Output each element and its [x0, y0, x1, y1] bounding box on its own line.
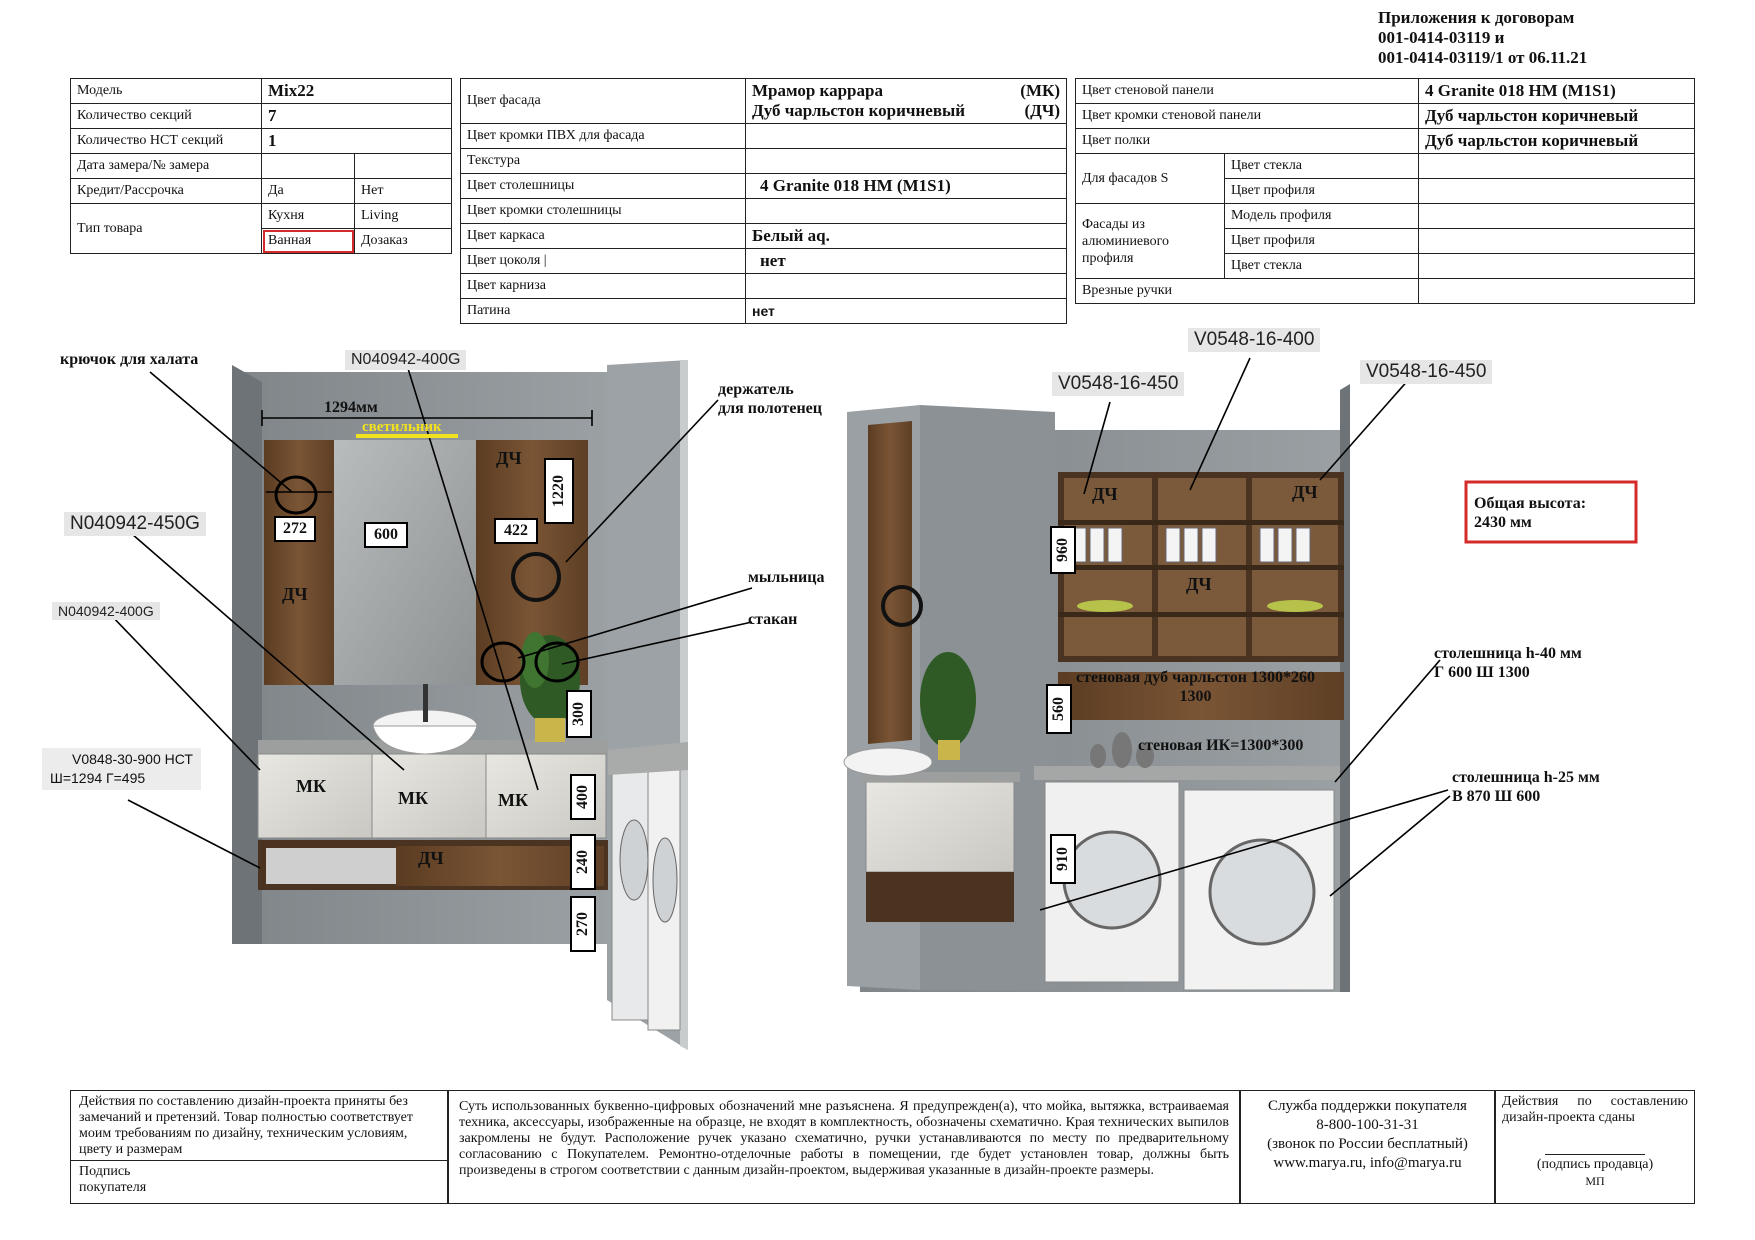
top-edge-label: Цвет кромки столешницы: [461, 199, 746, 224]
tag-n040942-400g-left: N040942-400G: [52, 602, 160, 620]
dim-1220: [544, 458, 574, 524]
type-kitchen[interactable]: Кухня: [262, 204, 355, 229]
tag-n040942-400g-top: N040942-400G: [345, 350, 466, 370]
seller-text: Действия по составлению дизайн-проекта сданы: [1502, 1094, 1688, 1125]
facade-value-2: Дуб чарльстон коричневый: [752, 101, 966, 120]
countertop-40-line2: Г 600 Ш 1300: [1434, 664, 1530, 681]
dim-960: [1050, 526, 1076, 574]
shelf-label: Цвет полки: [1076, 129, 1419, 154]
plinth-label: Цвет цоколя |: [461, 249, 746, 274]
dim-600: 600: [364, 522, 408, 548]
support-note: (звонок по России бесплатный): [1267, 1136, 1468, 1152]
alu-label: Фасады из алюминиевого профиля: [1076, 204, 1225, 279]
customer-signature-line1: Подпись: [79, 1164, 131, 1179]
tag-v0548-16-450-right: V0548-16-450: [1360, 360, 1492, 384]
frame-value: Белый aq.: [746, 224, 1067, 249]
facade-code-2: (ДЧ): [1024, 101, 1060, 120]
towel-holder-line2: для полотенец: [718, 400, 822, 417]
marble-drawer-2: [372, 754, 486, 838]
left-view: [232, 360, 688, 1050]
nst-label: Количество НСТ секций: [71, 129, 262, 154]
dim-960-text: 960: [1054, 538, 1071, 562]
shelf-line-2: [1058, 565, 1344, 570]
towel-holder-label: [718, 380, 822, 418]
towel-holder-line1: держатель: [718, 381, 794, 398]
fill-dch-2: ДЧ: [282, 584, 308, 604]
dim-422: 422: [494, 518, 538, 544]
fill-dch-5: ДЧ: [1186, 574, 1212, 594]
fill-dch-6: ДЧ: [1292, 482, 1318, 502]
dim-272: 272: [274, 516, 316, 542]
countertop-25-line2: В 870 Ш 600: [1452, 788, 1541, 805]
mirror: [334, 440, 476, 685]
sections-label: Количество секций: [71, 104, 262, 129]
dim-240: [570, 834, 596, 890]
tag-v0848-line1: V0848-30-900 НСТ: [72, 751, 193, 767]
support-title: Служба поддержки покупателя: [1268, 1098, 1467, 1114]
texture-label: Текстура: [461, 149, 746, 174]
dim-400-text: 400: [574, 785, 591, 809]
total-height-label: [1474, 494, 1586, 532]
dim-270-text: 270: [574, 912, 591, 936]
fill-mk-1: МК: [296, 776, 327, 796]
dim-560-text: 560: [1050, 697, 1067, 721]
tag-n040942-450g: N040942-450G: [64, 512, 206, 536]
countertop-25-label: [1452, 768, 1600, 806]
total-height-line2: 2430 мм: [1474, 514, 1532, 531]
dim-910-text: 910: [1054, 847, 1071, 871]
support-phone: 8-800-100-31-31: [1316, 1117, 1419, 1133]
credit-no[interactable]: Нет: [355, 179, 452, 204]
footer-seller: [1495, 1090, 1695, 1204]
model-value: Mix22: [262, 79, 452, 104]
sink-cabinet: [866, 782, 1014, 872]
width-1294-label: 1294мм: [324, 399, 378, 416]
shelf-value: Дуб чарльстон коричневый: [1419, 129, 1695, 154]
fill-dch-4: ДЧ: [1092, 484, 1118, 504]
oak-wall-panel-line1: стеновая дуб чарльстон 1300*260: [1076, 669, 1315, 686]
customer-signature: [71, 1161, 447, 1199]
support-contacts[interactable]: www.marya.ru, info@marya.ru: [1273, 1155, 1462, 1171]
fill-dch-1: ДЧ: [496, 448, 522, 468]
footer-terms: Суть использованных буквенно-цифровых обозначений мне разъяснена. Я предупрежден(а), что мойка, вытяжка, встраиваемая техника, аксессуары, изображенные на образце, не входят в комплектность, обозначены схематично. Края технических выпилов закромлены не будут. Расположение ручек указано схематично, ручки устанавливаются по месту по предварительному согласованию с Покупателем. Ремонтно-отделочные работы в помещении, где будет установлен товар, должны быть произведены в строгом соответствии с данным дизайн-проектом, выдерживая указанные в дизайн-проекте размеры.: [448, 1090, 1240, 1204]
dim-240-text: 240: [574, 850, 591, 874]
type-bath[interactable]: Ванная: [262, 229, 355, 254]
total-height-line1: Общая высота:: [1474, 495, 1587, 512]
type-order[interactable]: Дозаказ: [355, 229, 452, 254]
facade-label: Цвет фасада: [461, 79, 746, 124]
s-facade-label: Для фасадов S: [1076, 154, 1225, 204]
countertop-40-label: [1434, 644, 1582, 682]
right-oak-tall: [868, 421, 912, 744]
type-label: Тип товара: [71, 204, 262, 254]
lamp-label: светильник: [362, 419, 442, 435]
seller-signature: (подпись продавца): [1536, 1157, 1654, 1172]
right-sink: [844, 748, 932, 776]
panel-edge-value: Дуб чарльстон коричневый: [1419, 104, 1695, 129]
dim-1220-text: 1220: [550, 475, 567, 507]
patina-value: нет: [746, 299, 1067, 324]
cornice-label: Цвет карниза: [461, 274, 746, 299]
shelf-line-3: [1058, 612, 1344, 617]
top-label: Цвет столешницы: [461, 174, 746, 199]
patina-label: Патина: [461, 299, 746, 324]
model-label: Модель: [71, 79, 262, 104]
dim-910: [1050, 834, 1076, 884]
faucet: [423, 684, 428, 722]
sections-value: 7: [262, 104, 452, 129]
plinth-value: нет: [746, 249, 1067, 274]
footer-acceptance-text: Действия по составлению дизайн-проекта приняты без замечаний и претензий. Товар полностью соответствует моим требованиям по дизайну, техническим условиям, цвету и размерам: [71, 1091, 447, 1161]
contract-header-line2: 001-0414-03119 и: [1378, 28, 1505, 47]
right-panel-front: [680, 360, 688, 1050]
dim-400: [570, 774, 596, 820]
fill-mk-3: МК: [498, 790, 529, 810]
profile-label: Цвет профиля: [1225, 179, 1419, 204]
dim-300-text: 300: [570, 702, 587, 726]
tag-v0848-line2: Ш=1294 Г=495: [50, 770, 146, 786]
footer-support: [1240, 1090, 1495, 1204]
oak-wall-panel-label: [1076, 668, 1315, 706]
soap-dish-label: мыльница: [748, 569, 825, 586]
right-countertop: [1034, 766, 1340, 780]
glass2-label: Цвет стекла: [1225, 254, 1419, 279]
panel-label: Цвет стеновой панели: [1076, 79, 1419, 104]
tag-v0848: [42, 748, 201, 790]
glass-label: стакан: [748, 611, 798, 628]
panel-value: 4 Granite 018 HM (M1S1): [1419, 79, 1695, 104]
sink-cabinet-shelf: [866, 872, 1014, 922]
credit-yes[interactable]: Да: [262, 179, 355, 204]
profile-model-label: Модель профиля: [1225, 204, 1419, 229]
contract-header-line3: 001-0414-03119/1 от 06.11.21: [1378, 48, 1588, 67]
countertop-40-line1: столешница h-40 мм: [1434, 645, 1582, 662]
top-value: 4 Granite 018 HM (M1S1): [746, 174, 1067, 199]
dim-270: [570, 896, 596, 952]
tag-v0548-16-400: V0548-16-400: [1188, 328, 1320, 352]
oak-wall-panel-line2: 1300: [1179, 688, 1212, 705]
facade-value-1: Мрамор каррара: [752, 81, 883, 100]
facade-code-1: (МК): [1020, 81, 1060, 100]
contract-header-line1: Приложения к договорам: [1378, 8, 1575, 27]
nst-value: 1: [262, 129, 452, 154]
profile2-label: Цвет профиля: [1225, 229, 1419, 254]
fill-dch-3: ДЧ: [418, 848, 444, 868]
countertop-25-line1: столешница h-25 мм: [1452, 769, 1600, 786]
dim-560: [1046, 684, 1072, 734]
glass-label: Цвет стекла: [1225, 154, 1419, 179]
customer-signature-line2: покупателя: [79, 1180, 147, 1195]
tag-v0548-16-450-left: V0548-16-450: [1052, 372, 1184, 396]
dim-300: [566, 690, 592, 738]
seller-stamp: МП: [1585, 1174, 1605, 1188]
date-label: Дата замера/№ замера: [71, 154, 262, 179]
panel-edge-label: Цвет кромки стеновой панели: [1076, 104, 1419, 129]
handles-label: Врезные ручки: [1076, 279, 1419, 304]
bottles: [1072, 528, 1310, 562]
shelf-towels: [266, 848, 396, 884]
shelf-line-1: [1058, 520, 1344, 525]
hook-label: крючок для халата: [60, 351, 199, 368]
washer-door-2: [653, 838, 677, 922]
ik-wall-panel-label: стеновая ИК=1300*300: [1138, 737, 1304, 754]
washer-1-door: [1064, 832, 1160, 928]
left-side-panel: [232, 365, 262, 944]
edge-label: Цвет кромки ПВХ для фасада: [461, 124, 746, 149]
credit-label: Кредит/Рассрочка: [71, 179, 262, 204]
type-living[interactable]: Living: [355, 204, 452, 229]
footer-acceptance: [70, 1090, 448, 1204]
fill-mk-2: МК: [398, 788, 429, 808]
washer-door-1: [620, 820, 648, 900]
frame-label: Цвет каркаса: [461, 224, 746, 249]
